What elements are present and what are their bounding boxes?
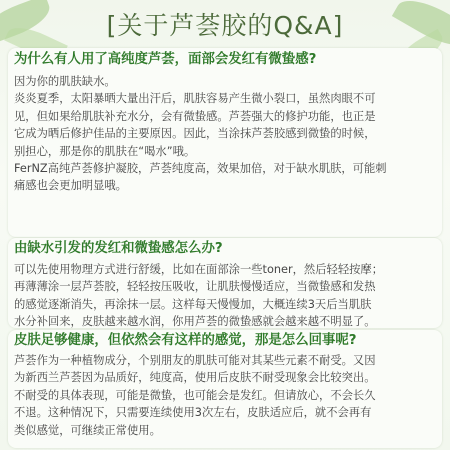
answer-line: FerNZ高纯芦荟修护凝胶，芦荟纯度高，效果加倍，对于缺水肌肤，可能刺 [14,162,387,176]
question-3: 皮肤足够健康，但依然会有这样的感觉，那是怎么回事呢? [14,333,357,348]
answer-3 [14,352,438,439]
answer-line: 别担心，那是你的肌肤在“喝水”哦。 [14,144,196,158]
answer-line: 类似感觉，可继续正常使用。 [14,423,161,437]
answer-line: 不退。这种情况下，只需要连续使用3次左右，皮肤适应后，就不会再有 [14,406,372,420]
answer-line: 不耐受的具体表现，可能是微蛰，也可能会是发红。但请放心，不会长久 [14,388,376,402]
qa-section-2 [8,238,442,328]
answer-2 [14,261,438,331]
answer-line: 炎炎夏季，太阳暴晒大量出汗后，肌肤容易产生微小裂口，虽然肉眼不可 [14,92,376,106]
qa-section-3 [8,330,442,448]
answer-line: 的感觉逐渐消失，再涂抹一层。这样每天慢慢加，大概连续3天后当肌肤 [14,297,372,311]
answer-line: 芦荟作为一种植物成分，个别朋友的肌肤可能对其某些元素不耐受。又因 [14,354,376,367]
answer-line: 为新西兰芦荟因为品质好，纯度高，使用后皮肤不耐受现象会比较突出。 [14,371,376,385]
question-2: 由缺水引发的发红和微蛰感怎么办? [14,241,223,256]
answer-1 [14,73,438,195]
answer-line: 水分补回来，皮肤越来越水润，你用芦荟的微蛰感就会越来越不明显了。 [14,315,376,329]
answer-line: 因为你的肌肤缺水。 [14,75,116,88]
answer-line: 痛感也会更加明显哦。 [14,179,127,193]
qa-section-1 [8,48,442,237]
answer-line: 它成为晒后修护佳品的主要原因。因此，当涂抹芦荟胶感到微蛰的时候， [14,127,376,141]
answer-line: 见，但如果给肌肤补充水分，会有微蛰感。芦荟强大的修护功能，也正是 [14,109,376,123]
answer-line: 再薄薄涂一层芦荟胶，轻轻按压吸收，让肌肤慢慢适应，当微蛰感和发热 [14,280,376,294]
question-1: 为什么有人用了高纯度芦荟，面部会发红有微蛰感? [14,52,317,67]
page-title: [关于芦荟胶的Q&A] [106,11,344,40]
answer-line: 可以先使用物理方式进行舒缓，比如在面部涂一些toner，然后轻轻按摩； [14,263,384,276]
